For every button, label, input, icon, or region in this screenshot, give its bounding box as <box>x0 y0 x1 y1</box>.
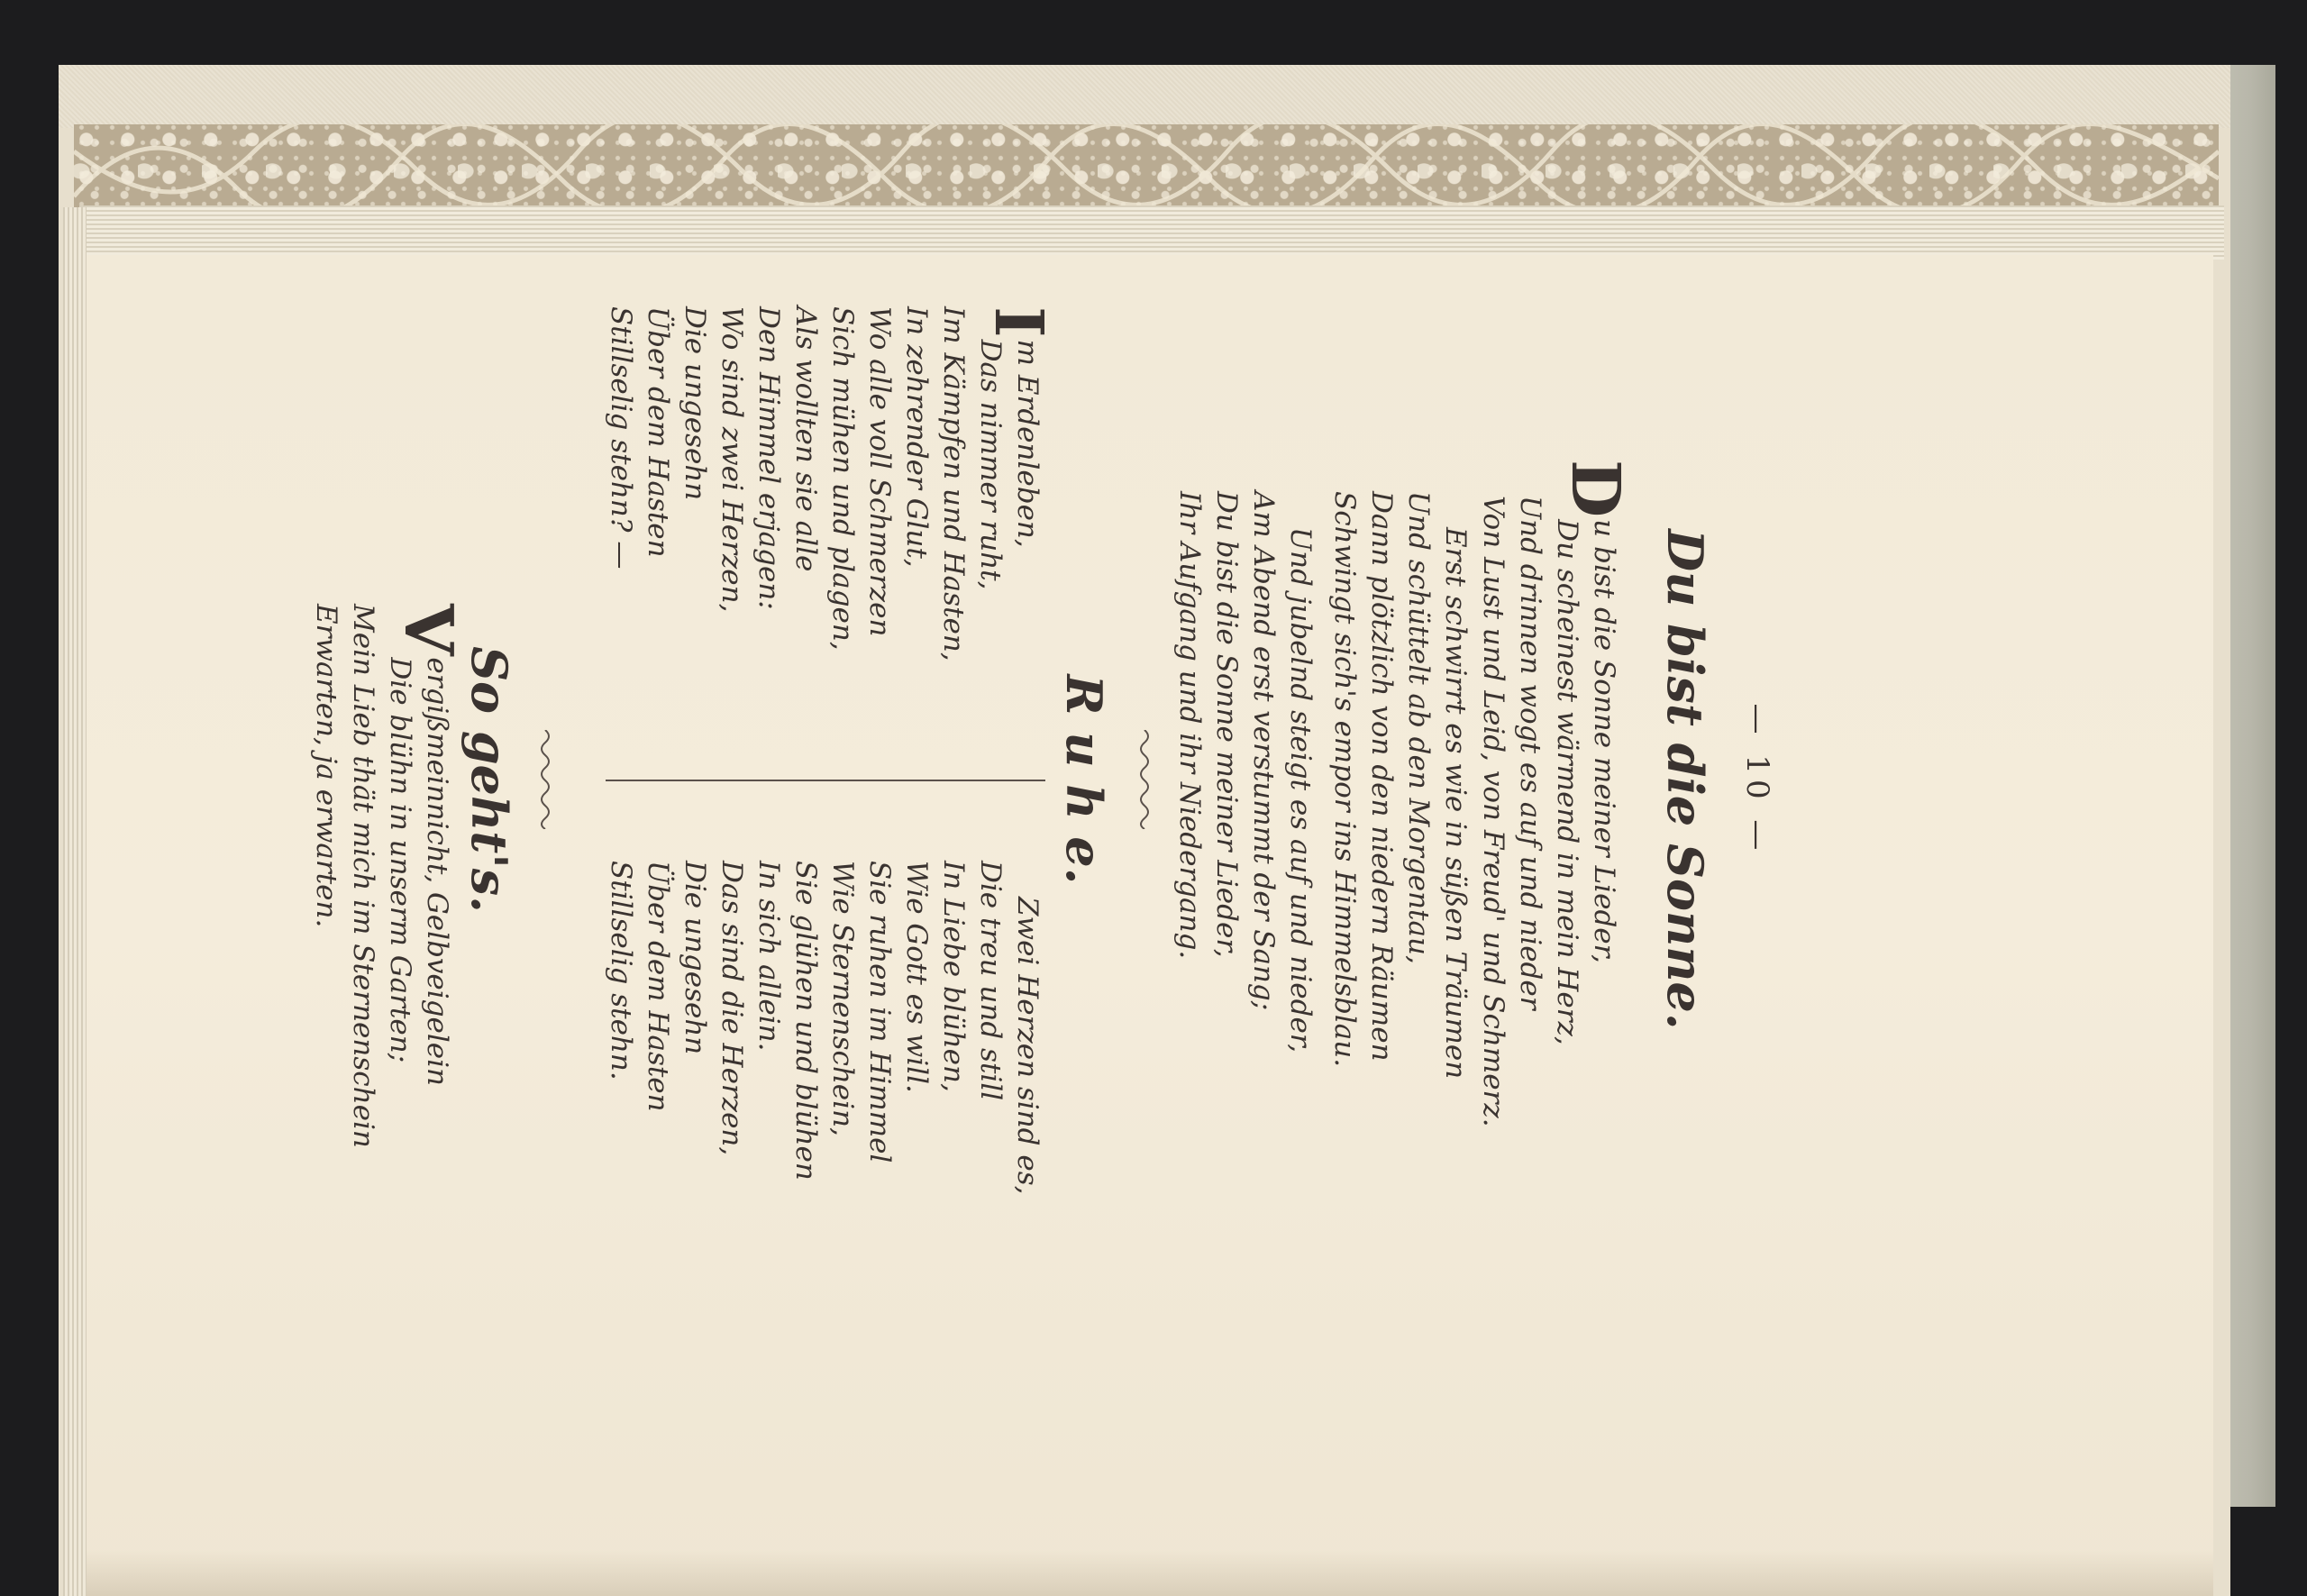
verse-line: Das nimmer ruht, <box>974 339 1007 590</box>
verse-line: Du scheinest wärmend in mein Herz, <box>1551 519 1583 1045</box>
poem-2-left-column <box>602 306 1057 661</box>
page-edges-top <box>79 205 2224 260</box>
poem-2-right-column <box>602 861 1045 1194</box>
verse-line: Sich mühen und plagen, <box>826 306 859 651</box>
rotated-page-content <box>310 252 1784 1307</box>
verse-line: In sich allein. <box>752 861 785 1052</box>
verse-line: Die ungesehn <box>679 861 711 1055</box>
verse-line: Erwarten, ja erwarten. <box>310 604 342 928</box>
verse-line: Die blühn in unserm Garten; <box>384 657 416 1063</box>
verse-line: Das sind die Herzen, <box>716 861 748 1156</box>
verse-line: Sie glühen und blühen <box>789 861 822 1181</box>
ornamental-divider <box>1135 730 1154 829</box>
verse-line: Und drinnen wogt es auf und nieder <box>1514 496 1546 1010</box>
verse-line: Zwei Herzen sind es, <box>1011 897 1044 1195</box>
verse-line: Wo sind zwei Herzen, <box>716 306 748 613</box>
verse-line: Den Himmel erjagen: <box>752 306 785 610</box>
verse-line: Und schüttelt ab den Morgentau, <box>1402 491 1435 964</box>
verse-line: Wie Gott es will. <box>900 861 933 1093</box>
verse-line: Schwingt sich's empor ins Himmelsblau. <box>1328 491 1361 1068</box>
column-divider-rule <box>606 780 1045 781</box>
verse-line: Erst schwirrt es wie in süßen Träumen <box>1439 527 1472 1080</box>
verse-line: Dann plötzlich von den niedern Räumen <box>1365 491 1398 1062</box>
verse-line: Du bist die Sonne meiner Lieder, <box>1556 460 1634 963</box>
verse-line: Im Kämpfen und Hasten, <box>937 306 970 661</box>
poem-title-du-bist-die-sonne: Du bist die Sonne. <box>1656 529 1714 1030</box>
poem-3-stanza-1 <box>307 604 467 1148</box>
verse-line: Über dem Hasten <box>642 861 674 1112</box>
verse-line: Als wollten sie alle <box>789 306 822 572</box>
verse-line: Vergißmeinnicht, Gelbveigelein <box>389 604 467 1087</box>
verse-line: Über dem Hasten <box>642 306 674 558</box>
verse-line: Im Erdenleben, <box>980 306 1057 548</box>
verse-line: Stillselig stehn. <box>605 861 637 1081</box>
verse-line: Von Lust und Leid, von Freud' und Schmerz. <box>1477 496 1509 1127</box>
page-gutter-shadow <box>87 1550 2213 1596</box>
poem-1-stanza-1 <box>1474 460 1634 1127</box>
verse-line: Ihr Aufgang und ihr Niedergang. <box>1173 491 1206 960</box>
verse-line: Die treu und still <box>974 861 1007 1101</box>
verse-line: Am Abend erst verstummt der Sang; <box>1247 491 1280 1011</box>
ornamental-divider <box>536 730 554 829</box>
verse-line: Wie Sternenschein, <box>826 861 859 1136</box>
verse-line: Du bist die Sonne meiner Lieder, <box>1210 491 1243 958</box>
verse-line: Mein Lieb thät mich im Sternenschein <box>347 604 379 1148</box>
verse-line: Stillselig stehn? — <box>605 306 637 570</box>
verse-line: Die ungesehn <box>679 306 711 501</box>
page-number: — 10 — <box>1739 703 1775 856</box>
verse-line: Und jubelnd steigt es auf und nieder, <box>1284 527 1317 1053</box>
verse-line: In Liebe blühen, <box>937 861 970 1092</box>
verse-line: In zehrender Glut, <box>900 306 933 568</box>
verse-line: Sie ruhen im Himmel <box>863 861 896 1163</box>
page-edges-left <box>63 207 87 1596</box>
poem-title-ruhe: R u h e. <box>1055 674 1113 885</box>
poem-1-stanza-3 <box>1171 491 1318 1053</box>
poem-title-so-gehts: So geht's. <box>460 646 518 913</box>
verse-line: Wo alle voll Schmerzen <box>863 306 896 637</box>
board-texture <box>59 65 2230 128</box>
poem-1-stanza-2 <box>1326 491 1473 1079</box>
